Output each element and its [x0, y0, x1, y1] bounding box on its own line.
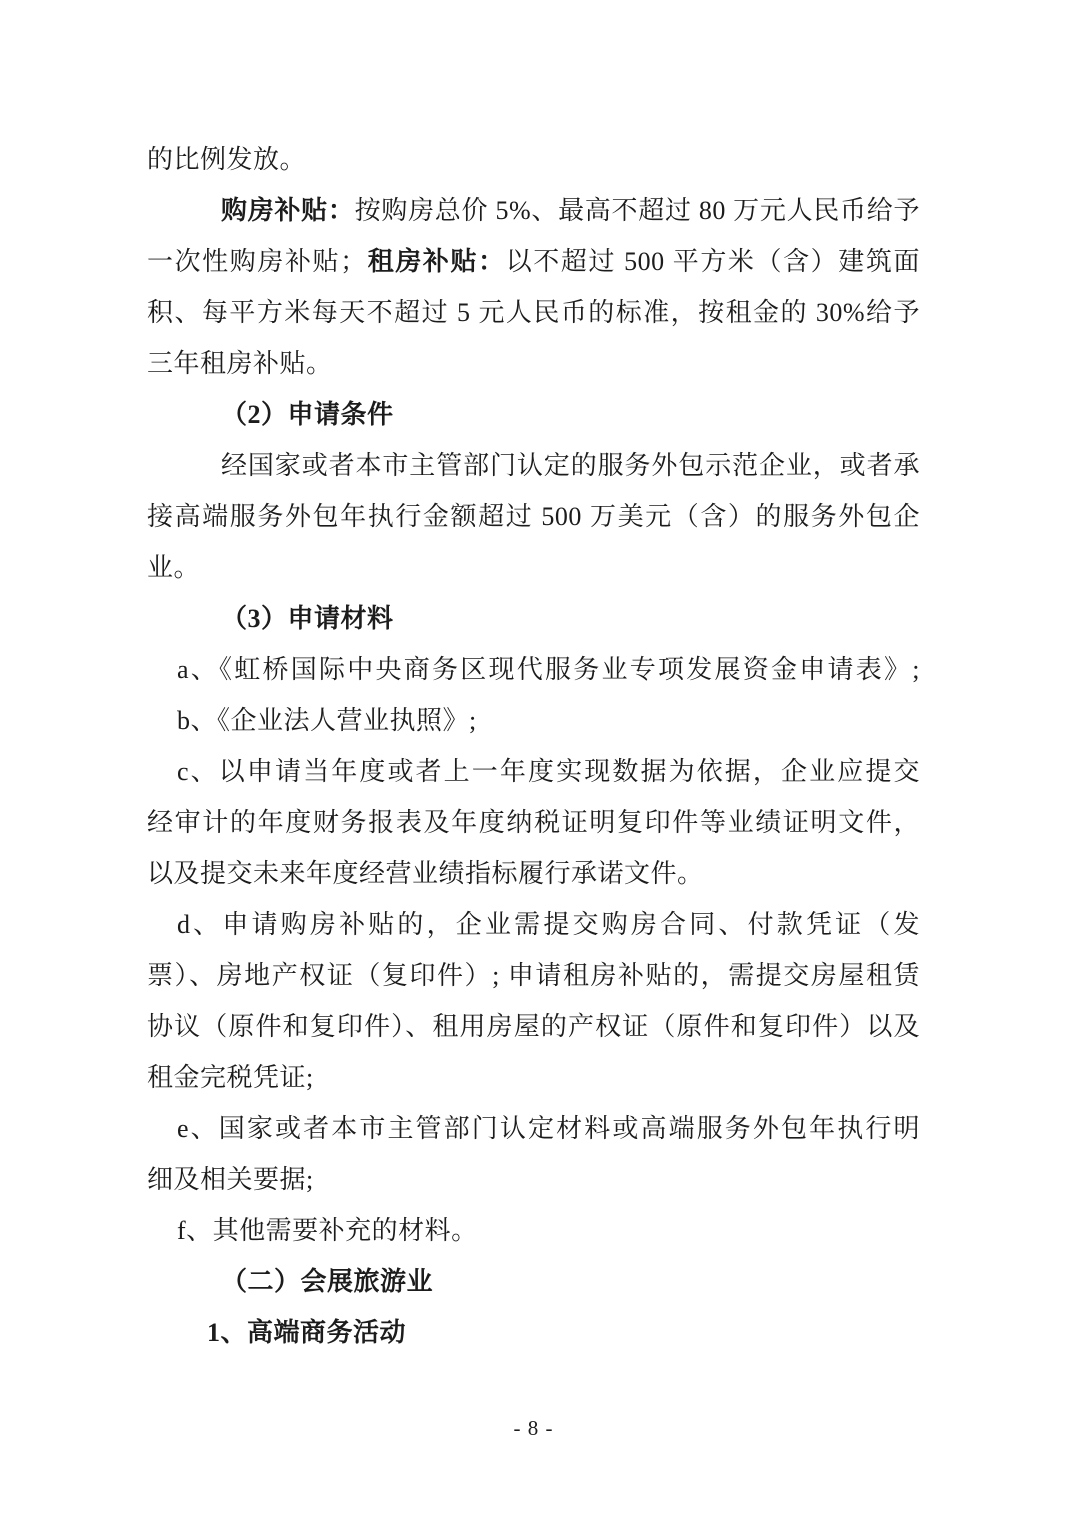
- text-run: b、《企业法人营业执照》;: [177, 706, 477, 735]
- text-line: [147, 185, 920, 236]
- text-run: a、《虹桥国际中央商务区现代服务业专项发展资金申请表》;: [177, 655, 920, 684]
- text-line: [147, 899, 920, 950]
- text-line: [147, 389, 920, 440]
- text-run: 经审计的年度财务报表及年度纳税证明复印件等业绩证明文件，: [147, 808, 920, 837]
- text-run: f、其他需要补充的材料。: [177, 1216, 478, 1245]
- text-run: 以不超过 500 平方米（含）建筑面: [505, 247, 920, 276]
- text-run: 协议（原件和复印件）、租用房屋的产权证（原件和复印件）以及: [147, 1012, 920, 1041]
- page-number: - 8 -: [513, 1416, 554, 1440]
- bold-text-run: （二）会展旅游业: [221, 1267, 434, 1296]
- text-run: 业。: [147, 553, 201, 582]
- bold-text-run: 租房补贴：: [366, 247, 506, 276]
- text-line: [147, 1154, 920, 1205]
- text-run: 一次性购房补贴；: [147, 247, 367, 276]
- text-line: [147, 1001, 920, 1052]
- text-line: [147, 644, 920, 695]
- bold-text-run: 1、高端商务活动: [207, 1318, 407, 1347]
- text-run: e、国家或者本市主管部门认定材料或高端服务外包年执行明: [177, 1114, 920, 1143]
- text-run: 租金完税凭证;: [147, 1063, 314, 1092]
- text-line: [147, 695, 920, 746]
- text-line: [147, 338, 920, 389]
- text-run: 积、每平方米每天不超过 5 元人民币的标准，按租金的 30%给予: [147, 298, 920, 327]
- text-run: 细及相关要据;: [147, 1165, 314, 1194]
- text-line: [147, 542, 920, 593]
- text-run: 按购房总价 5%、最高不超过 80 万元人民币给予: [354, 196, 920, 225]
- text-line: [147, 1205, 920, 1256]
- text-line: [147, 1103, 920, 1154]
- text-line: [147, 797, 920, 848]
- text-run: 接高端服务外包年执行金额超过 500 万美元（含）的服务外包企: [147, 502, 920, 531]
- text-run: d、申请购房补贴的，企业需提交购房合同、付款凭证（发: [177, 910, 920, 939]
- bold-text-run: 购房补贴：: [221, 196, 355, 225]
- text-line: [147, 1307, 920, 1358]
- text-line: [147, 593, 920, 644]
- text-line: [147, 848, 920, 899]
- text-run: 三年租房补贴。: [147, 349, 333, 378]
- text-run: 以及提交未来年度经营业绩指标履行承诺文件。: [147, 859, 704, 888]
- text-line: [147, 491, 920, 542]
- text-line: [147, 287, 920, 338]
- bold-text-run: （3）申请材料: [221, 604, 394, 633]
- text-line: [147, 1052, 920, 1103]
- text-block: [147, 134, 920, 1358]
- text-run: 的比例发放。: [147, 145, 307, 174]
- bold-text-run: （2）申请条件: [221, 400, 394, 429]
- text-line: [147, 440, 920, 491]
- text-line: [147, 1256, 920, 1307]
- text-run: 票）、房地产权证（复印件）; 申请租房补贴的，需提交房屋租赁: [147, 961, 920, 990]
- text-line: [147, 746, 920, 797]
- text-line: [147, 134, 920, 185]
- text-run: 经国家或者本市主管部门认定的服务外包示范企业，或者承: [221, 451, 920, 480]
- text-run: c、以申请当年度或者上一年度实现数据为依据，企业应提交: [177, 757, 920, 786]
- text-line: [147, 950, 920, 1001]
- text-line: [147, 236, 920, 287]
